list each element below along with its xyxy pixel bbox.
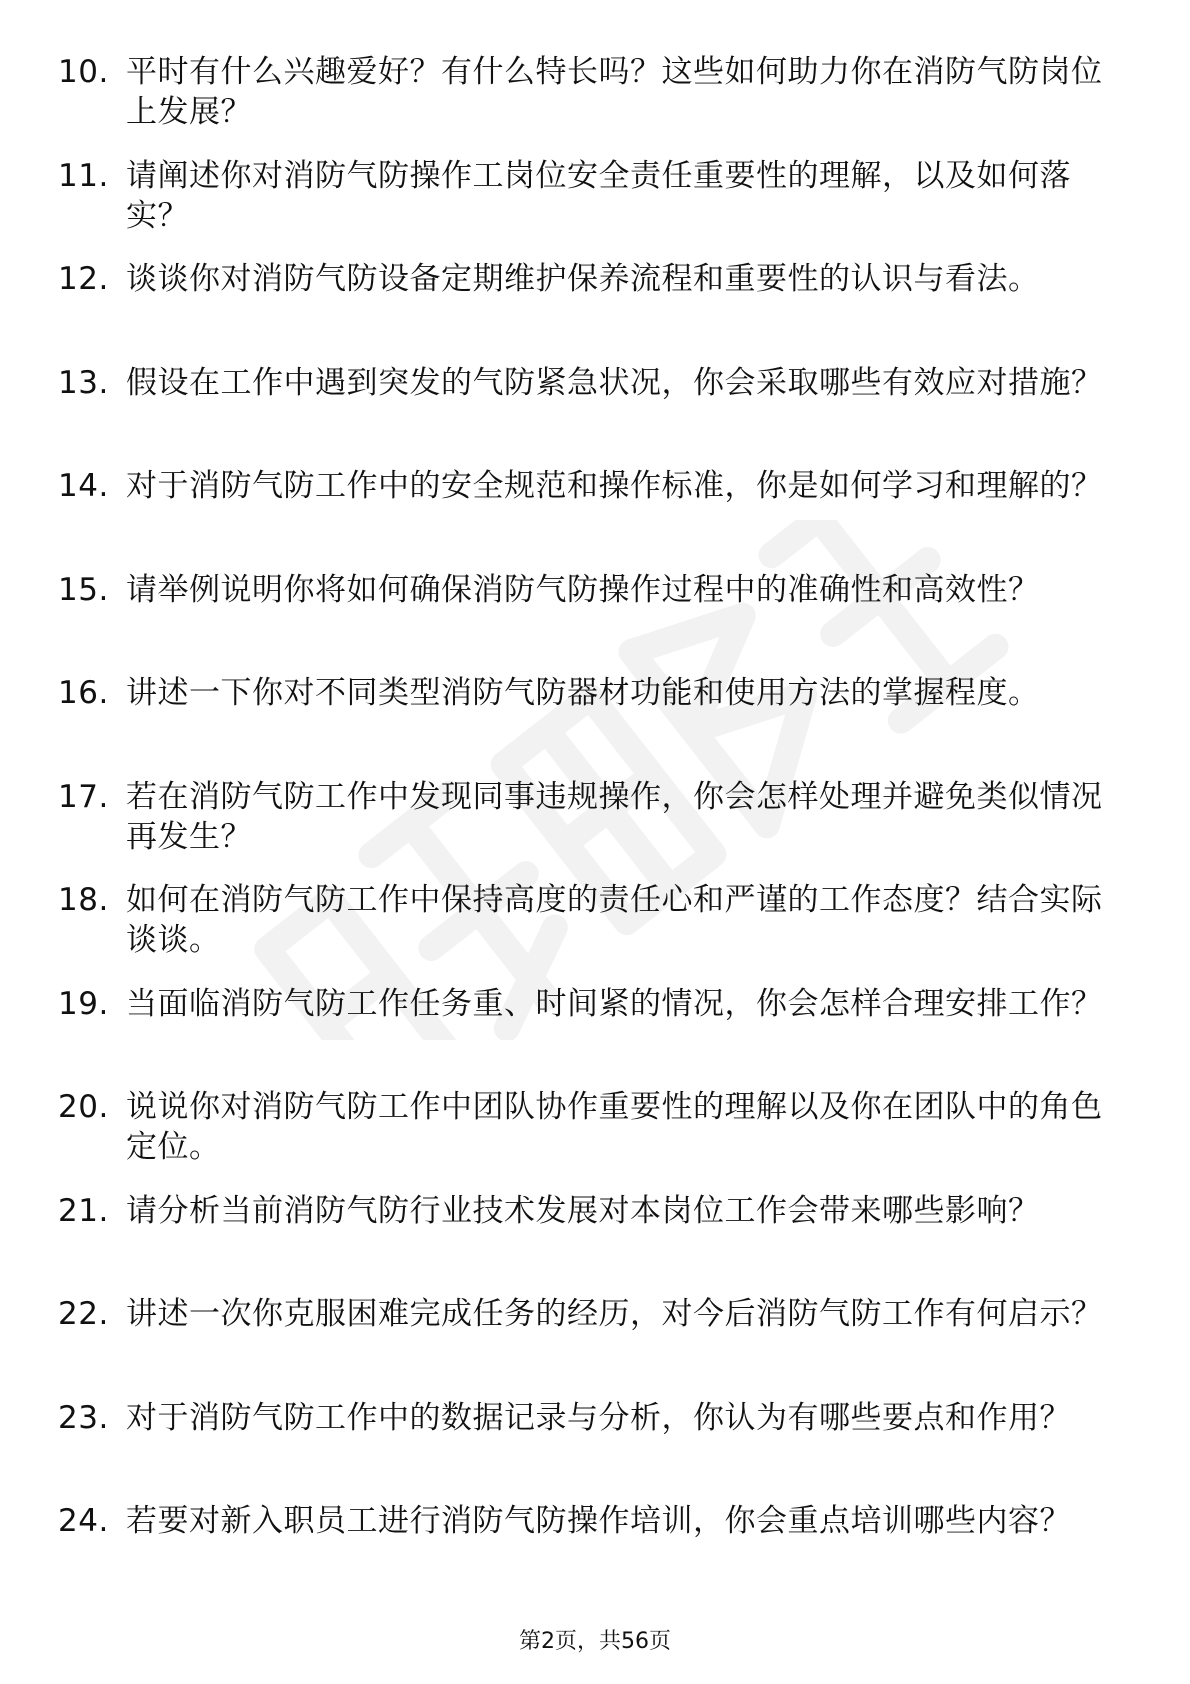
question-text: 对于消防气防工作中的安全规范和操作标准，你是如何学习和理解的？ — [126, 468, 1103, 504]
question-number: 14. — [58, 468, 109, 504]
question-number: 15. — [58, 571, 109, 608]
question-text: 假设在工作中遇到突发的气防紧急状况，你会采取哪些有效应对措施？ — [126, 364, 1103, 401]
question-text: 说说你对消防气防工作中团队协作重要性的理解以及你在团队中的角色定位。 — [126, 1089, 1103, 1165]
question-number: 20. — [58, 1089, 109, 1125]
question-number: 17. — [58, 778, 109, 815]
question-number: 23. — [58, 1399, 109, 1436]
question-text: 若要对新入职员工进行消防气防操作培训，你会重点培训哪些内容？ — [126, 1503, 1071, 1539]
question-text: 谈谈你对消防气防设备定期维护保养流程和重要性的认识与看法。 — [126, 261, 1040, 297]
question-text: 如何在消防气防工作中保持高度的责任心和严谨的工作态度？结合实际谈谈。 — [126, 882, 1103, 958]
question-text: 请阐述你对消防气防操作工岗位安全责任重要性的理解，以及如何落实？ — [126, 157, 1071, 234]
question-number: 12. — [58, 261, 109, 297]
list-item — [0, 1087, 1190, 1191]
question-number: 11. — [58, 157, 109, 194]
question-number: 13. — [58, 364, 109, 401]
question-text: 请举例说明你将如何确保消防气防操作过程中的准确性和高效性？ — [126, 571, 1040, 608]
list-item — [0, 673, 1190, 777]
question-number: 21. — [58, 1192, 109, 1229]
list-item — [0, 1501, 1190, 1605]
list-item — [0, 880, 1190, 984]
list-item — [0, 570, 1190, 674]
list-item — [0, 52, 1190, 156]
question-text: 当面临消防气防工作任务重、时间紧的情况，你会怎样合理安排工作？ — [126, 985, 1103, 1022]
page-indicator: 第2页，共56页 — [519, 1629, 671, 1654]
question-number: 10. — [58, 54, 109, 90]
question-text: 讲述一次你克服困难完成任务的经历，对今后消防气防工作有何启示？ — [126, 1296, 1103, 1332]
question-text: 请分析当前消防气防行业技术发展对本岗位工作会带来哪些影响？ — [126, 1192, 1040, 1229]
list-item — [0, 777, 1190, 881]
question-number: 22. — [58, 1296, 109, 1332]
question-number: 24. — [58, 1503, 109, 1539]
list-item — [0, 363, 1190, 467]
list-item — [0, 156, 1190, 260]
question-number: 18. — [58, 882, 109, 918]
question-text: 平时有什么兴趣爱好？有什么特长吗？这些如何助力你在消防气防岗位上发展？ — [126, 54, 1103, 130]
list-item — [0, 1191, 1190, 1295]
question-number: 19. — [58, 985, 109, 1022]
question-number: 16. — [58, 675, 109, 711]
question-text: 讲述一下你对不同类型消防气防器材功能和使用方法的掌握程度。 — [126, 675, 1040, 711]
list-item — [0, 1294, 1190, 1398]
list-item — [0, 259, 1190, 363]
list-item — [0, 466, 1190, 570]
question-text: 对于消防气防工作中的数据记录与分析，你认为有哪些要点和作用？ — [126, 1399, 1071, 1436]
question-list — [0, 52, 1190, 1605]
question-text: 若在消防气防工作中发现同事违规操作，你会怎样处理并避免类似情况再发生？ — [126, 778, 1103, 855]
list-item — [0, 1398, 1190, 1502]
list-item — [0, 984, 1190, 1088]
page-footer — [0, 1628, 1190, 1656]
